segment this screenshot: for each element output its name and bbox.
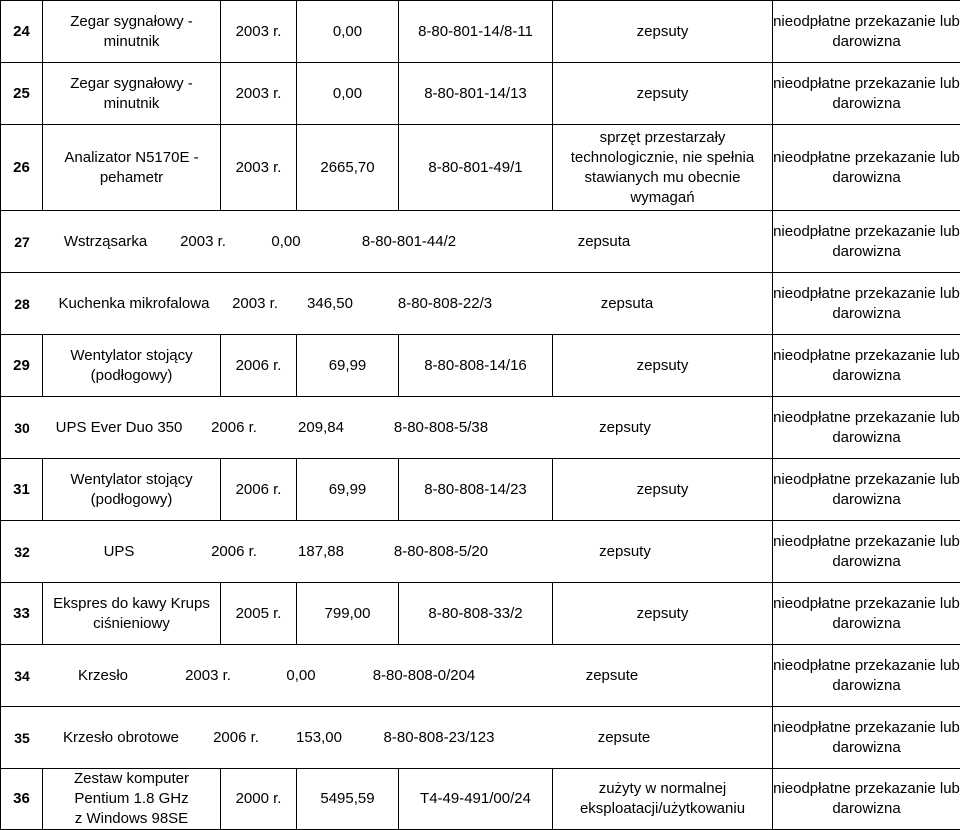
- disposal-method: nieodpłatne przekazanie lub darowizna: [773, 335, 960, 397]
- row-number: 32: [1, 542, 43, 562]
- disposal-method: nieodpłatne przekazanie lub darowizna: [773, 63, 960, 125]
- item-value: 0,00: [297, 63, 399, 125]
- table-row: [1, 645, 960, 707]
- item-value: 2665,70: [297, 125, 399, 211]
- inventory-number: 8-80-808-23/123: [365, 728, 513, 748]
- row-number: 28: [1, 294, 43, 314]
- item-name: Krzesło: [43, 666, 163, 686]
- row-number: 30: [1, 418, 43, 438]
- row-number: 31: [1, 459, 43, 521]
- inventory-number: 8-80-808-14/23: [399, 459, 553, 521]
- item-name: UPS: [43, 542, 195, 562]
- row-number: 36: [1, 769, 43, 830]
- merged-row-cell: [1, 211, 773, 273]
- merged-row-cell: [1, 645, 773, 707]
- merged-row-cell: [1, 707, 773, 769]
- merged-row-cell: [1, 397, 773, 459]
- row-number: 29: [1, 335, 43, 397]
- row-number: 25: [1, 63, 43, 125]
- item-state: zepsute: [499, 666, 725, 686]
- table-row: [1, 583, 960, 645]
- item-value: 0,00: [238, 232, 334, 252]
- item-value: 69,99: [297, 459, 399, 521]
- disposal-method: nieodpłatne przekazanie lub darowizna: [773, 521, 960, 583]
- disposal-method: nieodpłatne przekazanie lub darowizna: [773, 125, 960, 211]
- item-year: 2006 r.: [195, 418, 273, 438]
- item-value: 187,88: [273, 542, 369, 562]
- table-row: [1, 63, 960, 125]
- table-row: [1, 707, 960, 769]
- item-state: zepsuty: [553, 459, 773, 521]
- item-name: Zestaw komputer Pentium 1.8 GHz z Windows 98SE: [43, 769, 221, 830]
- table-row: [1, 769, 960, 830]
- row-number: 24: [1, 1, 43, 63]
- merged-row-cell: [1, 273, 773, 335]
- item-state: zużyty w normalnej eksploatacji/użytkowaniu: [553, 769, 773, 830]
- item-name: Zegar sygnałowy - minutnik: [43, 63, 221, 125]
- table-row: [1, 125, 960, 211]
- item-name: Wentylator stojący (podłogowy): [43, 459, 221, 521]
- disposal-method: nieodpłatne przekazanie lub darowizna: [773, 583, 960, 645]
- item-year: 2005 r.: [221, 583, 297, 645]
- table-row: [1, 397, 960, 459]
- inventory-number: 8-80-808-5/20: [369, 542, 513, 562]
- inventory-number: 8-80-801-14/13: [399, 63, 553, 125]
- item-year: 2003 r.: [221, 1, 297, 63]
- inventory-number: 8-80-808-22/3: [375, 294, 515, 314]
- inventory-number: 8-80-801-49/1: [399, 125, 553, 211]
- inventory-number: 8-80-801-44/2: [334, 232, 484, 252]
- item-state: zepsuty: [513, 542, 737, 562]
- table-row: [1, 273, 960, 335]
- inventory-number: 8-80-808-0/204: [349, 666, 499, 686]
- row-number: 33: [1, 583, 43, 645]
- item-value: 153,00: [273, 728, 365, 748]
- item-year: 2006 r.: [221, 459, 297, 521]
- item-year: 2006 r.: [195, 542, 273, 562]
- table-row: [1, 521, 960, 583]
- item-value: 69,99: [297, 335, 399, 397]
- item-year: 2003 r.: [168, 232, 238, 252]
- item-name: Zegar sygnałowy - minutnik: [43, 1, 221, 63]
- item-year: 2003 r.: [225, 294, 285, 314]
- item-state: zepsuty: [553, 1, 773, 63]
- row-number: 27: [1, 232, 43, 252]
- row-number: 34: [1, 666, 43, 686]
- item-name: UPS Ever Duo 350: [43, 418, 195, 438]
- disposal-method: nieodpłatne przekazanie lub darowizna: [773, 273, 960, 335]
- item-state: zepsuty: [553, 63, 773, 125]
- item-name: Wentylator stojący (podłogowy): [43, 335, 221, 397]
- item-year: 2000 r.: [221, 769, 297, 830]
- disposal-method: nieodpłatne przekazanie lub darowizna: [773, 397, 960, 459]
- disposal-method: nieodpłatne przekazanie lub darowizna: [773, 211, 960, 273]
- item-year: 2003 r.: [163, 666, 253, 686]
- item-state: sprzęt przestarzały technologicznie, nie spełnia stawianych mu obecnie wymagań: [553, 125, 773, 211]
- row-number: 26: [1, 125, 43, 211]
- disposal-method: nieodpłatne przekazanie lub darowizna: [773, 645, 960, 707]
- inventory-number: 8-80-808-14/16: [399, 335, 553, 397]
- item-value: 5495,59: [297, 769, 399, 830]
- item-name: Krzesło obrotowe: [43, 728, 199, 748]
- table-row: [1, 211, 960, 273]
- item-value: 799,00: [297, 583, 399, 645]
- inventory-number: T4-49-491/00/24: [399, 769, 553, 830]
- item-value: 0,00: [253, 666, 349, 686]
- disposal-method: nieodpłatne przekazanie lub darowizna: [773, 1, 960, 63]
- item-name: Kuchenka mikrofalowa: [43, 294, 225, 314]
- merged-row-cell: [1, 521, 773, 583]
- item-year: 2003 r.: [221, 63, 297, 125]
- item-value: 0,00: [297, 1, 399, 63]
- table-row: [1, 1, 960, 63]
- item-name: Wstrząsarka: [43, 232, 168, 252]
- item-name: Ekspres do kawy Krups ciśnieniowy: [43, 583, 221, 645]
- item-state: zepsuty: [553, 583, 773, 645]
- item-state: zepsuty: [553, 335, 773, 397]
- item-state: zepsuta: [484, 232, 724, 252]
- table-row: [1, 335, 960, 397]
- item-state: zepsuty: [513, 418, 737, 438]
- item-state: zepsute: [513, 728, 735, 748]
- inventory-number: 8-80-808-5/38: [369, 418, 513, 438]
- item-year: 2006 r.: [221, 335, 297, 397]
- disposal-method: nieodpłatne przekazanie lub darowizna: [773, 707, 960, 769]
- item-state: zepsuta: [515, 294, 739, 314]
- item-year: 2003 r.: [221, 125, 297, 211]
- disposal-method: nieodpłatne przekazanie lub darowizna: [773, 769, 960, 830]
- item-value: 346,50: [285, 294, 375, 314]
- item-value: 209,84: [273, 418, 369, 438]
- row-number: 35: [1, 728, 43, 748]
- inventory-number: 8-80-808-33/2: [399, 583, 553, 645]
- item-name: Analizator N5170E - pehametr: [43, 125, 221, 211]
- disposal-method: nieodpłatne przekazanie lub darowizna: [773, 459, 960, 521]
- item-year: 2006 r.: [199, 728, 273, 748]
- inventory-number: 8-80-801-14/8-11: [399, 1, 553, 63]
- table-row: [1, 459, 960, 521]
